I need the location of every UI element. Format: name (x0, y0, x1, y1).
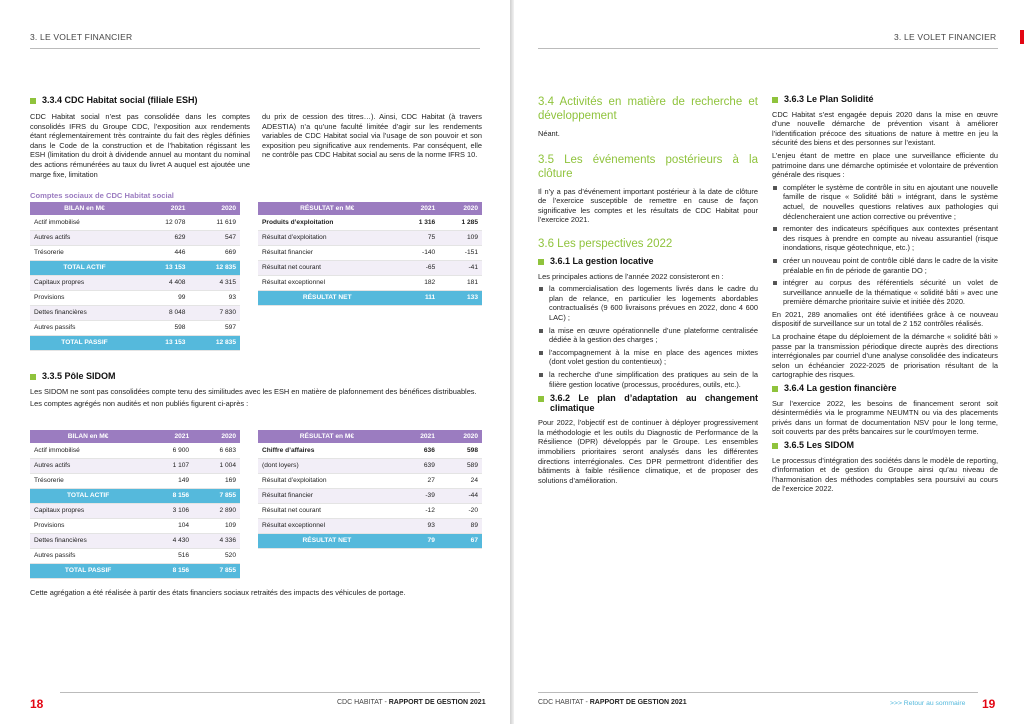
table-cell: Résultat d’exploitation (258, 473, 396, 488)
aggregation-note-wrap (30, 588, 482, 601)
list-item: intégrer au corpus des référentiels sécurité un volet de surveillance annuelle de la thématique « solidité bâti » avec une première démarche prioritaire suivie et initiée dès 2020. (772, 278, 998, 307)
table-cell: Autres passifs (30, 320, 139, 335)
table-header-row (258, 202, 482, 215)
table-cell: Autres actifs (30, 230, 139, 245)
table-cell: 629 (139, 230, 190, 245)
table-cell: 109 (193, 518, 240, 533)
table-cell: 4 315 (189, 275, 240, 290)
table-cell: Trésorerie (30, 245, 139, 260)
bilan-table-sidom (30, 430, 240, 579)
section-335 (30, 372, 482, 412)
table-cell: Résultat exceptionnel (258, 518, 396, 533)
section-334-col1 (30, 112, 250, 182)
footer-report: RAPPORT DE GESTION 2021 (388, 699, 486, 706)
footer-rule (60, 692, 480, 693)
list-item: la recherche d’une simplification des pratiques au sein de la filière gestion locative (processus, procédures, outils, etc.). (538, 370, 758, 389)
table-cell: Autres actifs (30, 458, 146, 473)
table-total-row (30, 260, 240, 275)
table-cell: Provisions (30, 518, 146, 533)
table-cell: 8 156 (146, 488, 193, 503)
right-col1 (538, 95, 758, 488)
table-cell: 636 (396, 443, 439, 458)
section-335-heading (30, 372, 482, 382)
table-header-cell: 2021 (397, 202, 440, 215)
footer-text (538, 699, 687, 706)
table-cell: 7 830 (189, 305, 240, 320)
table-cell: TOTAL PASSIF (30, 563, 146, 578)
red-tab-marker (1020, 30, 1024, 44)
right-page (514, 0, 1024, 724)
list-item: la commercialisation des logements livrés dans le cadre du plan de relance, en particulier les logements abordables contractualisés (9 600 livraisons prévues en 2022, donc 4 600 LAC) ; (538, 284, 758, 322)
table-header-row (258, 430, 482, 443)
table-cell: 169 (193, 473, 240, 488)
table-row (30, 533, 240, 548)
section-365-text: Le processus d’intégration des sociétés dans le modèle de reporting, d’information et de gestion du Groupe ainsi qu’au niveau de l’harmonisation des méthodes comptables sera poursuivi au cours de l’exercice 2022. (772, 455, 998, 494)
section-334-heading (30, 96, 482, 106)
table-cell: Capitaux propres (30, 275, 139, 290)
table-cell: 12 835 (189, 335, 240, 350)
section-35-title: 3.5 Les événements postérieurs à la clôture (538, 153, 758, 180)
section-363-text3: En 2021, 289 anomalies ont été identifiées grâce à ce nouveau dispositif de surveillance sur un total de 2 152 contrôles réalisés. (772, 309, 998, 329)
table-cell: 669 (189, 245, 240, 260)
table-header-cell: BILAN en M€ (30, 202, 139, 215)
table-row (30, 215, 240, 230)
table-cell: RÉSULTAT NET (258, 533, 396, 548)
table-cell: Autres passifs (30, 548, 146, 563)
green-square-icon (538, 259, 544, 265)
header-rule (30, 48, 480, 49)
table-cell: 6 900 (146, 443, 193, 458)
list-item: compléter le système de contrôle in situ en ajoutant une nouvelle famille de risque « Solidité bâti » intégrant, dans le système actuel, de nouvelles questions relatives aux pathologies qui déclencheraient une action corrective ou préventive ; (772, 183, 998, 221)
table-row (258, 518, 482, 533)
table-row (258, 458, 482, 473)
table-row (30, 245, 240, 260)
table-cell: 27 (396, 473, 439, 488)
section-365-title: 3.6.5 Les SIDOM (784, 440, 855, 450)
table-cell: Résultat net courant (258, 503, 396, 518)
section-363-text1: CDC Habitat s’est engagée depuis 2020 dans la mise en œuvre d’une nouvelle démarche de prévention visant à améliorer l’identification précoce des situations de nature à mettre en jeu la sécurité des biens et des personnes sur l’existant. (772, 109, 998, 148)
table-header-cell: 2021 (146, 430, 193, 443)
table-cell: 104 (146, 518, 193, 533)
table-cell: 589 (439, 458, 482, 473)
table-header-cell: 2020 (439, 202, 482, 215)
table-cell: -44 (439, 488, 482, 503)
table-cell: 13 153 (139, 335, 190, 350)
section-363-text2: L’enjeu étant de mettre en place une surveillance efficiente du patrimoine dans une démarche optimisée et volontaire de prévention générale des risques : (772, 150, 998, 180)
table-cell: 446 (139, 245, 190, 260)
table-row (30, 548, 240, 563)
table-cell: 7 855 (193, 563, 240, 578)
table-cell: 109 (439, 230, 482, 245)
table-cell: 598 (439, 443, 482, 458)
table-row (258, 275, 482, 290)
table-cell: 99 (139, 290, 190, 305)
table-cell: 11 619 (189, 215, 240, 230)
section-364-title: 3.6.4 La gestion financière (784, 383, 897, 394)
right-col2 (772, 95, 998, 497)
section-361-intro: Les principales actions de l’année 2022 consisteront en : (538, 271, 724, 281)
table-cell: Actif immobilisé (30, 443, 146, 458)
table-cell: Résultat exceptionnel (258, 275, 397, 290)
table-cell: 639 (396, 458, 439, 473)
resultat-table-sidom (258, 430, 482, 549)
list-item: remonter des indicateurs spécifiques aux contextes présentant des risques à prendre en compte au niveau assurantiel (risque inondations, risque géotechnique, etc.) ; (772, 224, 998, 253)
table-cell: 13 153 (139, 260, 190, 275)
table-cell: 93 (189, 290, 240, 305)
table-cell: Dettes financières (30, 305, 139, 320)
table-cell: Résultat net courant (258, 260, 397, 275)
section-361-title: 3.6.1 La gestion locative (550, 255, 654, 266)
table-row (258, 443, 482, 458)
table-cell: Résultat financier (258, 245, 397, 260)
table-row (258, 260, 482, 275)
section-362-heading (538, 394, 758, 413)
page-number: 18 (30, 697, 44, 711)
table-cell: 75 (397, 230, 440, 245)
table-row (30, 290, 240, 305)
table-cell: 12 835 (189, 260, 240, 275)
section-334-text-col1: CDC Habitat social n’est pas consolidée dans les comptes consolidés IFRS du Groupe CDC, l’exposition aux rendements étant réglementairement très contrainte du fait des règles définies dans le Code de la construction et de l’habitation régissant les ESH (limitation du droit à dividende annuel au montant du nominal des actions rémunérées au taux du livret A auquel est ajoutée une marge fixe, limitation (30, 112, 250, 179)
section-363-list (772, 183, 998, 307)
table-cell: 4 408 (139, 275, 190, 290)
section-361-heading (538, 257, 758, 267)
table-cell: -41 (439, 260, 482, 275)
table-cell: Produits d’exploitation (258, 215, 397, 230)
table-row (30, 275, 240, 290)
table-cell: Capitaux propres (30, 503, 146, 518)
table-cell: 89 (439, 518, 482, 533)
section-364-heading (772, 384, 998, 394)
section-334-col2 (262, 112, 482, 163)
footer-brand: CDC HABITAT - (538, 699, 590, 706)
table-cell: 12 078 (139, 215, 190, 230)
table-cell: TOTAL PASSIF (30, 335, 139, 350)
table-row (30, 320, 240, 335)
table-header-cell: 2021 (139, 202, 190, 215)
table-cell: TOTAL ACTIF (30, 260, 139, 275)
section-361-list (538, 284, 758, 389)
table-row (258, 503, 482, 518)
table-cell: -20 (439, 503, 482, 518)
table-cell: 4 430 (146, 533, 193, 548)
table-header-cell: 2020 (439, 430, 482, 443)
table-total-row (258, 533, 482, 548)
table-cell: 149 (146, 473, 193, 488)
table-cell: Résultat d’exploitation (258, 230, 397, 245)
footer-report: RAPPORT DE GESTION 2021 (589, 699, 687, 706)
table-cell: 181 (439, 275, 482, 290)
table-row (30, 305, 240, 320)
section-362-title: 3.6.2 Le plan d’adaptation au changement climatique (550, 393, 758, 413)
table-row (30, 518, 240, 533)
section-34-text: Néant. (538, 129, 560, 138)
table-cell: 24 (439, 473, 482, 488)
table-header-cell: BILAN en M€ (30, 430, 146, 443)
table-cell: -140 (397, 245, 440, 260)
table-cell: 1 285 (439, 215, 482, 230)
table-cell: Résultat financier (258, 488, 396, 503)
table-cell: RÉSULTAT NET (258, 290, 397, 305)
list-item: l’accompagnement à la mise en place des agences mixtes (dont volet gestion du contentieux) ; (538, 348, 758, 367)
table-cell: -65 (397, 260, 440, 275)
section-363-title: 3.6.3 Le Plan Solidité (784, 94, 874, 104)
table-header-row (30, 202, 240, 215)
table-row (258, 245, 482, 260)
table-row (30, 473, 240, 488)
table-cell: 598 (139, 320, 190, 335)
running-head: 3. LE VOLET FINANCIER (30, 32, 133, 42)
table-header-cell: 2021 (396, 430, 439, 443)
section-362-text: Pour 2022, l’objectif est de continuer à déployer progressivement la méthodologie et les outils du Diagnostic de Performance de la Résilience (DPR) développés par le Groupe. Les ensembles immobiliers prioritaires seront analysés dans les différentes directions interrégionales. Ces DPR permettront d’identifier des bâtiments à faible résilience climatique, et de proposer des solutions d’amélioration. (538, 418, 758, 485)
table-cell: 6 683 (193, 443, 240, 458)
green-square-icon (772, 386, 778, 392)
header-rule (538, 48, 998, 49)
table-row (30, 443, 240, 458)
table-cell: 3 106 (146, 503, 193, 518)
table-row (258, 473, 482, 488)
table-cell: 8 156 (146, 563, 193, 578)
table-cell: 520 (193, 548, 240, 563)
table-cell: 2 890 (193, 503, 240, 518)
table-row (258, 488, 482, 503)
table-total-row (30, 488, 240, 503)
green-square-icon (772, 443, 778, 449)
section-335-text: Les SIDOM ne sont pas consolidées compte tenu des similitudes avec les ESH en matière de plafonnement des bénéfices distribuables. (30, 386, 477, 396)
table-header-cell: 2020 (189, 202, 240, 215)
footer-brand: CDC HABITAT - (337, 699, 389, 706)
table-cell: 133 (439, 290, 482, 305)
table-cell: 67 (439, 533, 482, 548)
table-total-row (30, 563, 240, 578)
table-cell: 79 (396, 533, 439, 548)
table-total-row (30, 335, 240, 350)
table-cell: -151 (439, 245, 482, 260)
list-item: la mise en œuvre opérationnelle d’une plateforme centralisée dédiée à la gestion des charges ; (538, 326, 758, 345)
green-square-icon (30, 374, 36, 380)
table-cell: -39 (396, 488, 439, 503)
table-cell: 7 855 (193, 488, 240, 503)
table-cell: 111 (397, 290, 440, 305)
table-row (30, 503, 240, 518)
section-334 (30, 96, 482, 111)
section-364-text: Sur l’exercice 2022, les besoins de financement seront soit désintermédiés via le programme NEUMTN ou via des placements privés dans un format de documentation NSV pour le long terme, soit couverts par des prêts bancaires sur le court/moyen terme. (772, 398, 998, 437)
table-cell: 547 (189, 230, 240, 245)
footer-rule (538, 692, 978, 693)
table-cell: Chiffre d’affaires (258, 443, 396, 458)
table-header-cell: RÉSULTAT en M€ (258, 430, 396, 443)
table-header-row (30, 430, 240, 443)
section-335-intro: Les comptes agrégés non audités et non publiés figurent ci-après : (30, 399, 249, 409)
section-334-title: 3.3.4 CDC Habitat social (filiale ESH) (42, 95, 198, 105)
section-363-heading (772, 95, 998, 105)
section-334-text-col2: du prix de cession des titres…). Ainsi, CDC Habitat (à travers ADESTIA) n’a qu’une faculté limitée d’agir sur les rendements variables de CDC Habitat social via l’usage de son pouvoir et son exposition peu significative aux rendements. Par conséquent, elle ne contrôle pas CDC Habitat social au sens de la norme IFRS 10. (262, 112, 482, 160)
table-cell: Provisions (30, 290, 139, 305)
table-row (30, 230, 240, 245)
left-page (0, 0, 510, 724)
table-cell: 1 107 (146, 458, 193, 473)
table-total-row (258, 290, 482, 305)
section-335-title: 3.3.5 Pôle SIDOM (42, 371, 116, 381)
page-number: 19 (982, 697, 996, 711)
table-cell: 516 (146, 548, 193, 563)
table-cell: 1 004 (193, 458, 240, 473)
table-cell: 4 336 (193, 533, 240, 548)
green-square-icon (772, 97, 778, 103)
table-cell: 93 (396, 518, 439, 533)
section-363-text4: La prochaine étape du déploiement de la démarche « solidité bâti » passe par la transmission périodique directe auprès des directions interrégionales par courriel d’une analyse consolidée des indicateurs selon un échéancier 2022-2025 de priorisation résultant de la cartographie des risques. (772, 332, 998, 380)
section-36-title: 3.6 Les perspectives 2022 (538, 237, 673, 250)
footer-text (337, 699, 486, 706)
comptes-sociaux-title: Comptes sociaux de CDC Habitat social (30, 191, 174, 200)
table-cell: TOTAL ACTIF (30, 488, 146, 503)
table-cell: Actif immobilisé (30, 215, 139, 230)
resultat-table-esh (258, 202, 482, 306)
green-square-icon (30, 98, 36, 104)
table-cell: Dettes financières (30, 533, 146, 548)
table-cell: 182 (397, 275, 440, 290)
table-header-cell: 2020 (193, 430, 240, 443)
running-head: 3. LE VOLET FINANCIER (894, 32, 997, 42)
table-cell: Trésorerie (30, 473, 146, 488)
aggregation-note: Cette agrégation a été réalisée à partir des états financiers sociaux retraités des impacts des véhicules de portage. (30, 588, 406, 597)
table-row (30, 458, 240, 473)
table-cell: -12 (396, 503, 439, 518)
table-cell: (dont loyers) (258, 458, 396, 473)
green-square-icon (538, 396, 544, 402)
list-item: créer un nouveau point de contrôle ciblé dans le cadre de la visite préalable en fin de période de garantie DO ; (772, 256, 998, 275)
bilan-table-esh (30, 202, 240, 351)
table-cell: 1 316 (397, 215, 440, 230)
table-cell: 597 (189, 320, 240, 335)
section-365-heading (772, 441, 998, 451)
section-35-text: Il n’y a pas d’événement important postérieur à la date de clôture de l’exercice susceptible de remettre en cause de façon significative les comptes et les résultats de CDC Habitat pour l’exercice 2021. (538, 186, 758, 225)
table-cell: 8 048 (139, 305, 190, 320)
section-34-title: 3.4 Activités en matière de recherche et développement (538, 96, 758, 122)
table-row (258, 215, 482, 230)
table-header-cell: RÉSULTAT en M€ (258, 202, 397, 215)
table-row (258, 230, 482, 245)
back-to-summary-link[interactable]: >>> Retour au sommaire (890, 700, 966, 707)
